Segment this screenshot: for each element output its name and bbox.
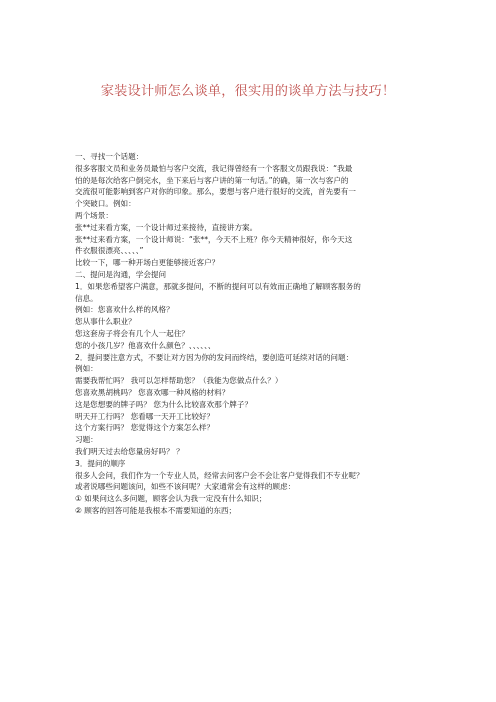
paragraph-line: 比较一下，哪一种开场白更能够接近客户？ (75, 258, 220, 268)
paragraph-line: 个突破口。例如： (75, 199, 136, 209)
section-heading: 3．提问的顺序 (75, 458, 126, 468)
document-title: 家装设计师怎么谈单，很实用的谈单方法与技巧！ (100, 84, 396, 99)
paragraph-line: 张**过来看方案，一个设计师过来接待，直接讲方案。 (75, 222, 258, 232)
paragraph-line: 2．提问要注意方式，不要让对方因为你的发问而终结，要创造可延续对话的问题： (75, 352, 354, 362)
paragraph-line: 两个场景： (75, 210, 113, 220)
section-heading: 二、提问是沟通，学会提问 (75, 269, 167, 279)
paragraph-line: ② 顾客的回答可能是我根本不需要知道的东西； (75, 505, 237, 515)
paragraph-line: 明天开工行吗？ 您看哪一天开工比较好？ (75, 411, 215, 421)
paragraph-line: 或者说哪些问题该问，如些不该问呢？大家通常会有这样的顾虑： (75, 482, 296, 492)
paragraph-line: 信息。 (75, 293, 98, 303)
paragraph-line: 怕的是每次给客户倒完水，坐下来后与客户讲的第一句话。”的确，第一次与客户的 (75, 175, 349, 185)
paragraph-line: 您的小孩几岁？他喜欢什么颜色？、、、、、、 (75, 340, 216, 350)
paragraph-line: 您从事什么职业？ (75, 317, 136, 327)
paragraph-line: 1．如果您希望客户满意，那就多提问，不断的提问可以有效而正确地了解顾客服务的 (75, 281, 361, 291)
paragraph-line: 例如： (75, 364, 98, 374)
section-heading: 一、寻找一个话题： (75, 152, 144, 161)
paragraph-line: ① 如果问这么多问题，顾客会认为我一定没有什么知识； (75, 494, 267, 504)
paragraph-line: 这个方案行吗？ 您觉得这个方案怎么样？ (75, 423, 215, 433)
paragraph-line: 张**过来看方案，一个设计师说：“张**，今天不上班？你今天精神很好，你今天这 (75, 234, 353, 244)
paragraph-line: 您喜欢黑胡桃吗？ 您喜欢哪一种风格的材料？ (75, 387, 230, 397)
paragraph-line: 很多客服文员和业务员最怕与客户交流，我记得曾经有一个客服文员跟我说：“我最 (75, 163, 353, 173)
paragraph-line: 这是您想要的牌子吗？ 您为什么比较喜欢那个牌子？ (75, 399, 253, 409)
paragraph-line: 习题： (75, 435, 98, 445)
paragraph-line: 您这套房子将会有几个人一起住？ (75, 328, 189, 338)
paragraph-line: 交流很可能影响到客户对你的印象。那么，要想与客户进行很好的交流，首先要有一 (75, 187, 356, 197)
document-body (75, 151, 435, 517)
paragraph-line: 很多人会问，我们作为一个专业人员，经常去问客户会不会让客户觉得我们不专业呢？ (75, 470, 364, 480)
paragraph-line: 件衣服很漂亮、、、、、” (75, 246, 144, 256)
paragraph-line: 例如：您喜欢什么样的风格？ (75, 305, 174, 315)
paragraph-line: 我们明天过去给您量房好吗？ ？ (75, 446, 184, 456)
paragraph-line: 需要我帮忙吗？ 我可以怎样帮助您？（我能为您做点什么？） (75, 376, 283, 386)
